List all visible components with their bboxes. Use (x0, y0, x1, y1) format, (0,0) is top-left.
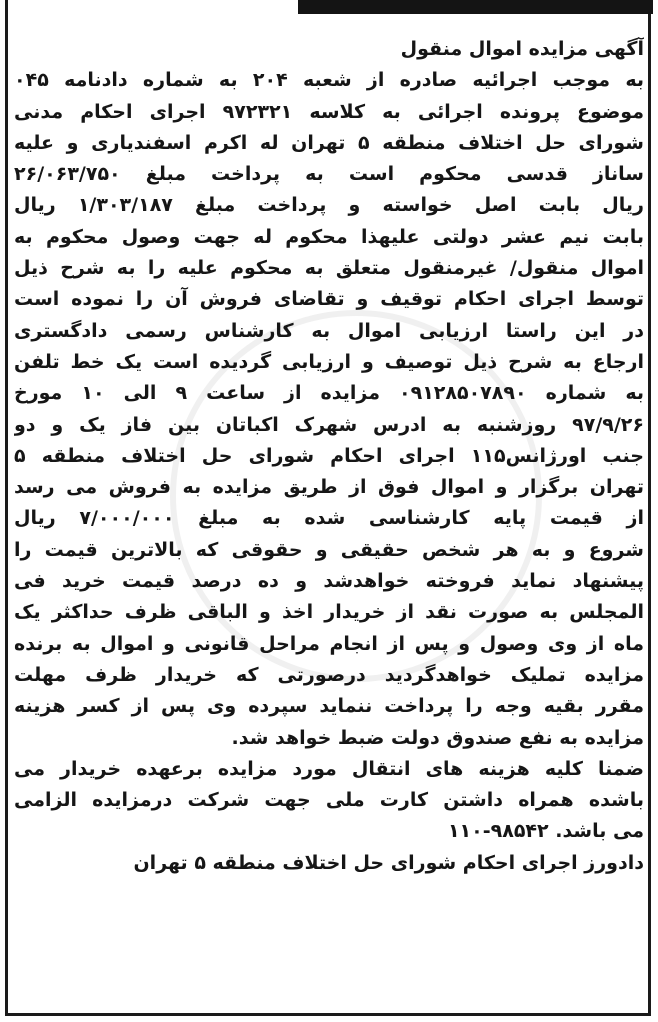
note-line: ضمنا کلیه هزینه های انتقال مورد مزایده برعهده خریدار می (14, 757, 644, 780)
body-line: ماه از وی وصول و پس از انجام مراحل قانونی و اموال به برنده (14, 632, 644, 655)
body-line: بابت نیم عشر دولتی علیهذا محکوم له جهت وصول محکوم به (14, 225, 644, 248)
body-line: مزایده به نفع صندوق دولت ضبط خواهد شد. (231, 726, 644, 749)
body-line: تهران برگزار و اموال فوق از طریق مزایده به فروش می رسد (14, 476, 644, 499)
top-rule-bar (298, 0, 653, 14)
body-line: ریال بابت اصل خواسته و پرداخت مبلغ ۱/۳۰۳/۱۸۷ ریال (14, 194, 644, 217)
body-line: از قیمت پایه کارشناسی شده به مبلغ ۷/۰۰۰/۰۰۰ ریال (14, 507, 644, 530)
body-line: المجلس به صورت نقد از خریدار اخذ و الباقی ظرف حداکثر یک (14, 601, 644, 624)
body-line: ساناز قدسی محکوم است به پرداخت مبلغ ۲۶/۰۶۳/۷۵۰ (14, 163, 644, 186)
body-line: اموال منقول/ غیرمنقول متعلق به محکوم علیه را به شرح ذیل (14, 257, 644, 280)
signature-line: دادورز اجرای احکام شورای حل اختلاف منطقه ۵ تهران (133, 851, 644, 874)
note-line: باشده همراه داشتن کارت ملی جهت شرکت درمزایده الزامی (14, 789, 644, 812)
body-line: مزایده تملیک خواهدگردید درصورتی که خریدار ظرف مهلت (14, 663, 644, 686)
body-line: جنب اورژانس۱۱۵ اجرای احکام شورای حل اختلاف منطقه ۵ (14, 444, 644, 467)
notice-title: آگهی مزایده اموال منقول (400, 38, 644, 60)
body-line: پیشنهاد نماید فروخته خواهدشد و ده درصد قیمت خرید فی (14, 570, 644, 593)
body-line: به شماره ۰۹۱۲۸۵۰۷۸۹۰ مزایده از ساعت ۹ الی ۱۰ مورخ (14, 382, 644, 405)
body-line: ۹۷/۹/۲۶ روزشنبه به ادرس شهرک اکباتان بین فاز یک و دو (14, 413, 644, 436)
body-line: موضوع پرونده اجرائی به کلاسه ۹۷۲۳۲۱ اجرای احکام مدنی (14, 100, 644, 123)
body-line: توسط اجرای احکام توقیف و تقاضای فروش آن را نموده است (14, 288, 644, 311)
note-line: می باشد. ۹۸۵۴۲-۱۱۰ (447, 820, 644, 843)
body-line: مقرر بقیه وجه را پرداخت ننماید سپرده وی پس از کسر هزینه (14, 695, 644, 718)
notice-article (14, 34, 644, 879)
body-line: شروع و به هر شخص حقیقی و حقوقی که بالاترین قیمت را (14, 538, 644, 561)
body-line: ارجاع به شرح ذیل توصیف و ارزیابی گردیده است یک خط تلفن (14, 350, 644, 373)
body-line: شورای حل اختلاف منطقه ۵ تهران له اکرم اسفندیاری و علیه (14, 131, 644, 154)
body-line: در این راستا ارزیابی اموال به کارشناس رسمی دادگستری (14, 319, 644, 342)
body-line: به موجب اجرائیه صادره از شعبه ۲۰۴ به شماره دادنامه ۰۴۵ (14, 69, 644, 92)
